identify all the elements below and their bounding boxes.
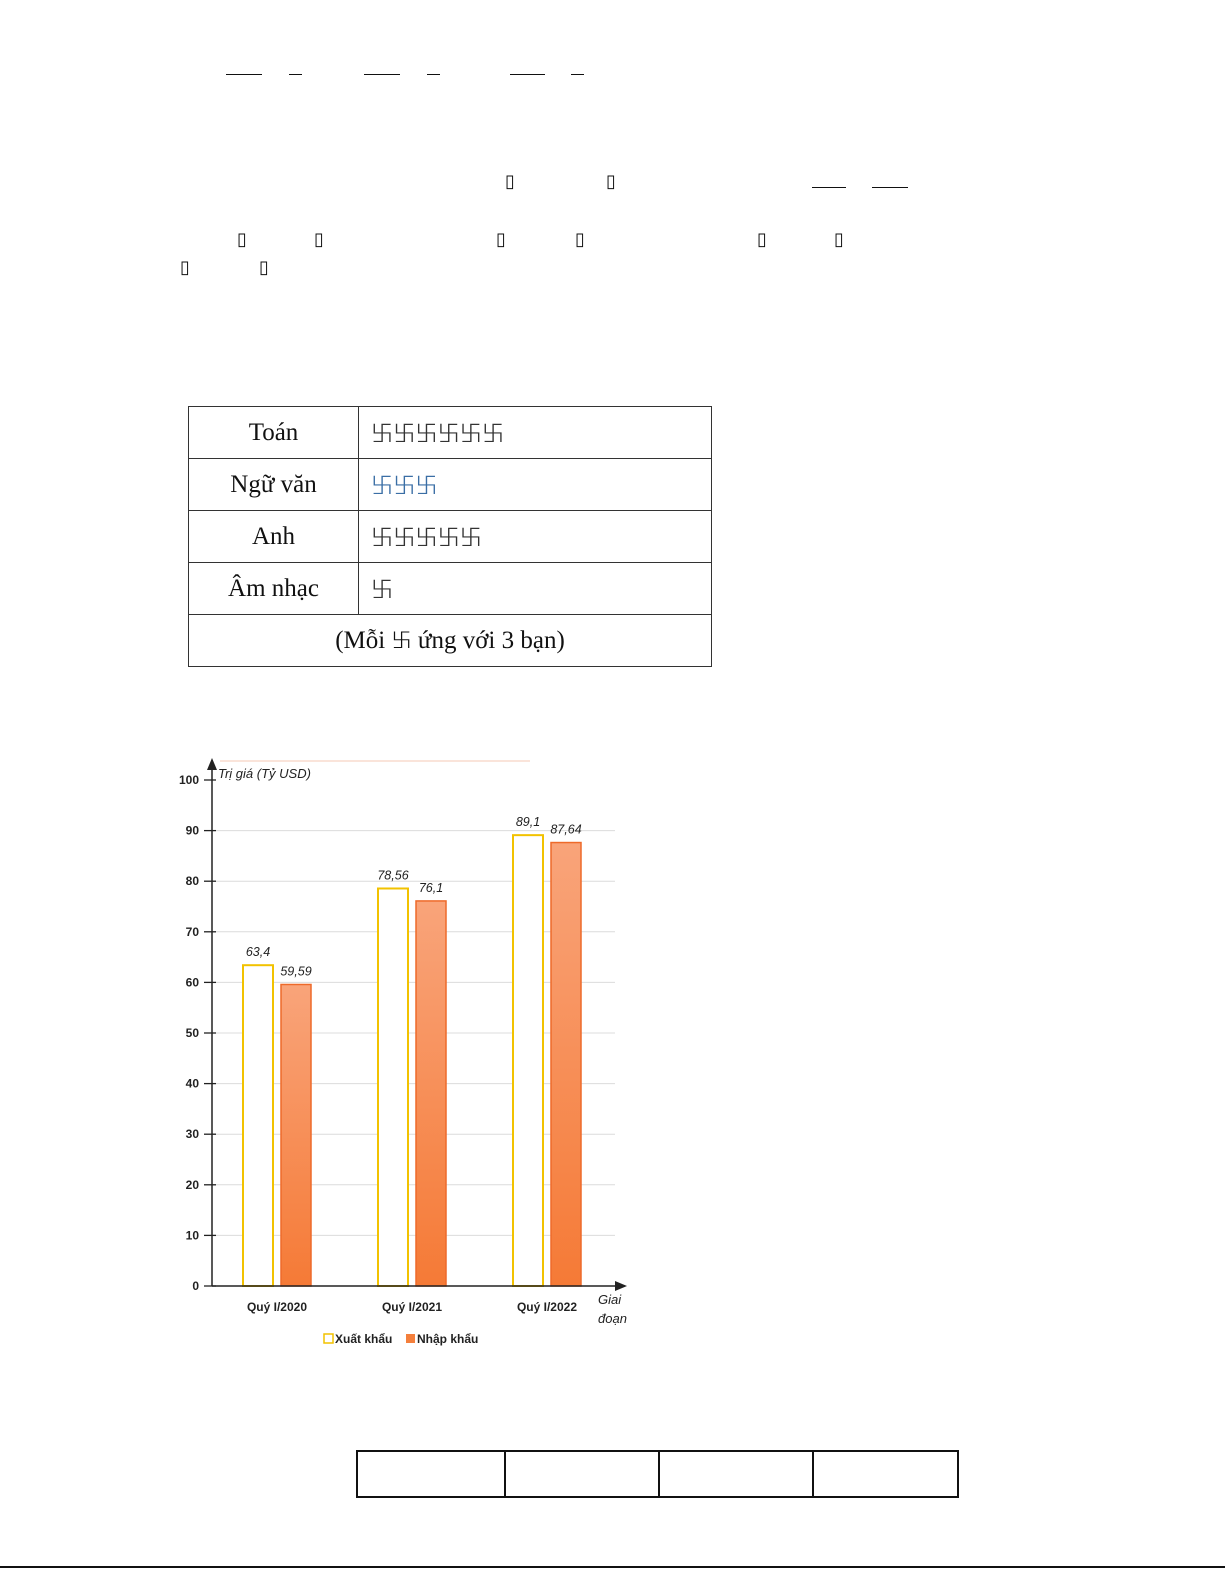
x-category-label: Quý I/2022 bbox=[516, 1300, 578, 1314]
y-tick-label: 0 bbox=[192, 1279, 199, 1293]
table-cell bbox=[813, 1451, 958, 1497]
pinwheel-icons: ࿕࿕࿕࿕࿕࿕ bbox=[359, 407, 712, 459]
bar-xuat-khau bbox=[513, 835, 543, 1286]
bar-xuat-khau bbox=[243, 965, 273, 1286]
missing-glyph-box: ▯ bbox=[180, 257, 190, 278]
missing-glyph-box: ▯ bbox=[834, 229, 844, 250]
y-tick-label: 80 bbox=[185, 874, 199, 889]
fraction-bar bbox=[812, 187, 846, 188]
table-cell bbox=[659, 1451, 813, 1497]
table-row bbox=[189, 563, 712, 615]
legend-label: Xuất khẩu bbox=[335, 1332, 393, 1346]
y-tick-label: 20 bbox=[185, 1177, 199, 1192]
fraction-bar bbox=[872, 187, 908, 188]
y-tick-label: 60 bbox=[185, 975, 199, 990]
fraction-bar bbox=[226, 74, 262, 75]
bar-xuat-khau bbox=[378, 888, 408, 1286]
table-cell bbox=[505, 1451, 659, 1497]
missing-glyph-box: ▯ bbox=[496, 229, 506, 250]
legend-swatch-xuat-khau bbox=[324, 1334, 333, 1343]
missing-glyph-box: ▯ bbox=[314, 229, 324, 250]
y-tick-label: 70 bbox=[185, 924, 199, 939]
pinwheel-icons: ࿕ bbox=[359, 563, 712, 615]
x-axis-title-line2: đoạn bbox=[598, 1311, 627, 1326]
data-label: 63,4 bbox=[245, 945, 271, 960]
subject-label: Âm nhạc bbox=[189, 563, 359, 615]
subject-label: Ngữ văn bbox=[189, 459, 359, 511]
trade-bar-chart bbox=[170, 748, 640, 1358]
bar-nhap-khau bbox=[416, 901, 446, 1286]
data-label: 76,1 bbox=[418, 880, 444, 895]
pinwheel-icons: ࿕࿕࿕ bbox=[359, 459, 712, 511]
data-label: 78,56 bbox=[377, 868, 409, 883]
data-label: 59,59 bbox=[280, 964, 312, 979]
page-bottom-rule bbox=[0, 1566, 1225, 1568]
missing-glyph-box: ▯ bbox=[259, 257, 269, 278]
subject-label: Anh bbox=[189, 511, 359, 563]
x-category-label: Quý I/2021 bbox=[381, 1300, 443, 1314]
data-label: 89,1 bbox=[515, 815, 541, 830]
note-prefix: (Mỗi bbox=[335, 627, 392, 654]
bars bbox=[243, 815, 582, 1286]
fraction-bar bbox=[364, 74, 400, 75]
note-suffix: ứng với 3 bạn) bbox=[411, 627, 565, 654]
y-tick-label: 50 bbox=[185, 1026, 199, 1040]
subject-label: Toán bbox=[189, 407, 359, 459]
y-axis-arrow bbox=[207, 758, 217, 770]
missing-glyph-box: ▯ bbox=[757, 229, 767, 250]
x-category-label: Quý I/2020 bbox=[246, 1300, 308, 1314]
pictogram-table bbox=[188, 406, 712, 667]
data-label: 87,64 bbox=[550, 822, 582, 837]
bar-nhap-khau bbox=[281, 984, 311, 1286]
x-axis-arrow bbox=[615, 1281, 627, 1291]
legend-swatch-nhap-khau bbox=[406, 1334, 415, 1343]
table-row bbox=[189, 511, 712, 563]
table-note-row bbox=[189, 615, 712, 667]
x-axis-title-line1: Giai bbox=[598, 1292, 622, 1307]
missing-glyph-box: ▯ bbox=[606, 171, 616, 192]
table-cell bbox=[357, 1451, 505, 1497]
y-tick-label: 10 bbox=[185, 1228, 199, 1243]
answer-table bbox=[356, 1450, 959, 1498]
pinwheel-icon: ࿕ bbox=[391, 629, 412, 653]
fraction-bar bbox=[510, 74, 545, 75]
legend bbox=[324, 1332, 478, 1346]
y-tick-label: 100 bbox=[178, 773, 199, 787]
missing-glyph-box: ▯ bbox=[505, 171, 515, 192]
fraction-bar bbox=[289, 74, 302, 75]
y-tick-label: 40 bbox=[185, 1076, 199, 1091]
y-axis-title: Trị giá (Tỷ USD) bbox=[218, 766, 311, 781]
missing-glyph-box: ▯ bbox=[575, 229, 585, 250]
fraction-bar bbox=[427, 74, 440, 75]
pinwheel-icons: ࿕࿕࿕࿕࿕ bbox=[359, 511, 712, 563]
table-row bbox=[189, 407, 712, 459]
y-tick-label: 30 bbox=[185, 1127, 199, 1142]
legend-note bbox=[189, 615, 712, 667]
table-row bbox=[189, 459, 712, 511]
fraction-bar bbox=[571, 74, 584, 75]
bar-nhap-khau bbox=[551, 843, 581, 1286]
table-row bbox=[357, 1451, 958, 1497]
missing-glyph-box: ▯ bbox=[237, 229, 247, 250]
legend-label: Nhập khẩu bbox=[417, 1332, 479, 1346]
y-tick-label: 90 bbox=[185, 823, 199, 838]
